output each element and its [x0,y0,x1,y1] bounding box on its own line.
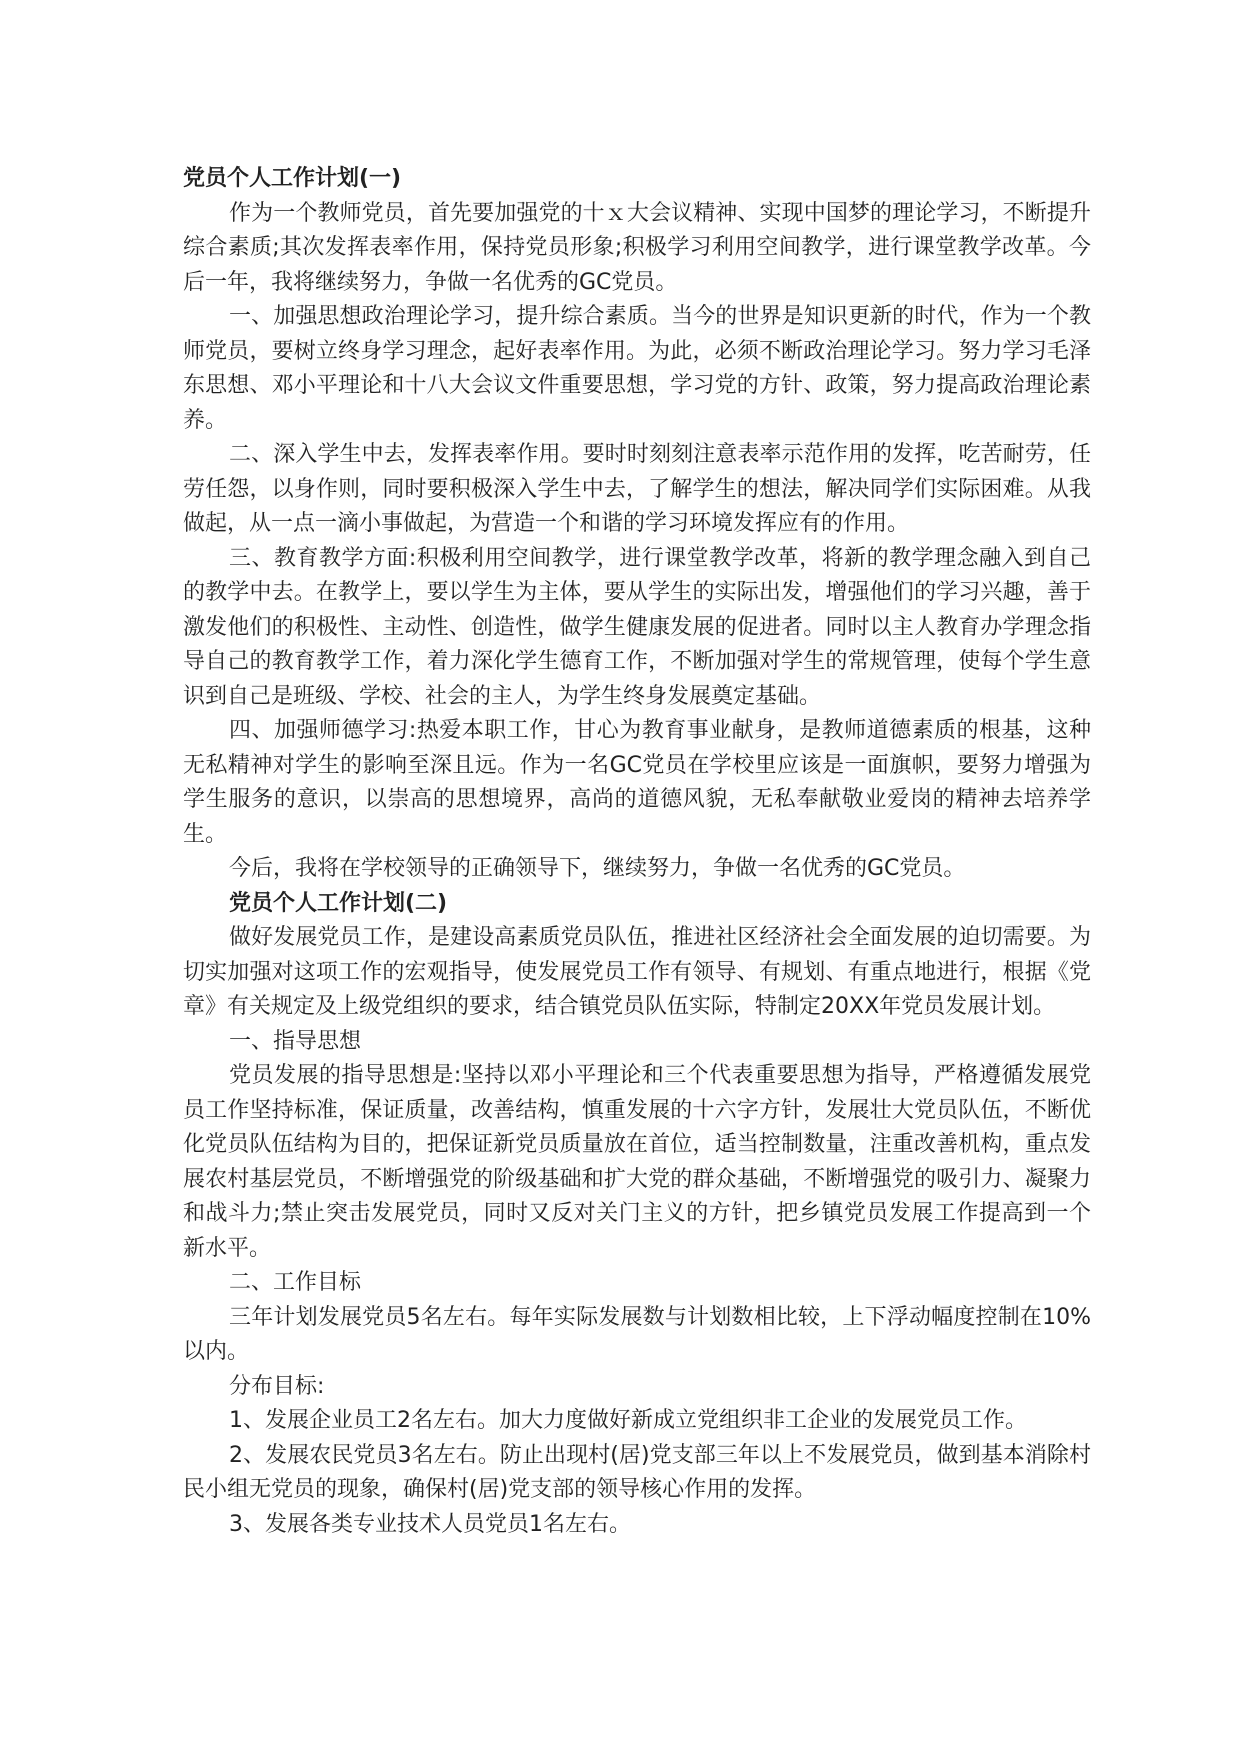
body-paragraph: 作为一个教师党员，首先要加强党的十ｘ大会议精神、实现中国梦的理论学习，不断提升综合素质;其次发挥表率作用，保持党员形象;积极学习利用空间教学，进行课堂教学改革。今后一年，我将继续努力，争做一名优秀的GC党员。 [183,200,1091,295]
document-body [183,197,1091,1543]
body-paragraph: 分布目标: [229,1373,325,1399]
section-heading: 党员个人工作计划(二) [229,890,448,916]
body-paragraph: 一、加强思想政治理论学习，提升综合素质。当今的世界是知识更新的时代，作为一个教师党员，要树立终身学习理念，起好表率作用。为此，必须不断政治理论学习。努力学习毛泽东思想、邓小平理论和十八大会议文件重要思想，学习党的方针、政策，努力提高政治理论素养。 [183,304,1091,433]
body-paragraph: 党员发展的指导思想是:坚持以邓小平理论和三个代表重要思想为指导，严格遵循发展党员工作坚持标准，保证质量，改善结构，慎重发展的十六字方针，发展壮大党员队伍，不断优化党员队伍结构为目的，把保证新党员质量放在首位，适当控制数量，注重改善机构，重点发展农村基层党员，不断增强党的阶级基础和扩大党的群众基础，不断增强党的吸引力、凝聚力和战斗力;禁止突击发展党员，同时又反对关门主义的方针，把乡镇党员发展工作提高到一个新水平。 [183,1063,1091,1261]
document-title: 党员个人工作计划(一) [183,166,402,191]
body-paragraph: 2、发展农民党员3名左右。防止出现村(居)党支部三年以上不发展党员，做到基本消除村民小组无党员的现象，确保村(居)党支部的领导核心作用的发挥。 [183,1442,1091,1502]
body-paragraph: 今后，我将在学校领导的正确领导下，继续努力，争做一名优秀的GC党员。 [229,856,966,881]
body-paragraph: 一、指导思想 [229,1028,362,1054]
body-paragraph: 四、加强师德学习:热爱本职工作，甘心为教育事业献身，是教师道德素质的根基，这种无私精神对学生的影响至深且远。作为一名GC党员在学校里应该是一面旗帜，要努力增强为学生服务的意识，以崇高的思想境界，高尚的道德风貌，无私奉献敬业爱岗的精神去培养学生。 [183,718,1091,847]
body-paragraph: 1、发展企业员工2名左右。加大力度做好新成立党组织非工企业的发展党员工作。 [229,1408,1027,1433]
body-paragraph: 三、教育教学方面:积极利用空间教学，进行课堂教学改革，将新的教学理念融入到自己的教学中去。在教学上，要以学生为主体，要从学生的实际出发，增强他们的学习兴趣，善于激发他们的积极性、主动性、创造性，做学生健康发展的促进者。同时以主人教育办学理念指导自己的教育教学工作，着力深化学生德育工作，不断加强对学生的常规管理，使每个学生意识到自己是班级、学校、社会的主人，为学生终身发展奠定基础。 [183,545,1091,709]
body-paragraph: 3、发展各类专业技术人员党员1名左右。 [229,1511,631,1537]
body-paragraph: 二、深入学生中去，发挥表率作用。要时时刻刻注意表率示范作用的发挥，吃苦耐劳，任劳任怨，以身作则，同时要积极深入学生中去，了解学生的想法，解决同学们实际困难。从我做起，从一点一滴小事做起，为营造一个和谐的学习环境发挥应有的作用。 [183,442,1091,536]
body-paragraph: 二、工作目标 [229,1270,362,1295]
document-page [183,162,1091,1542]
body-paragraph: 三年计划发展党员5名左右。每年实际发展数与计划数相比较，上下浮动幅度控制在10%以内。 [183,1304,1091,1364]
body-paragraph: 做好发展党员工作，是建设高素质党员队伍，推进社区经济社会全面发展的迫切需要。为切实加强对这项工作的宏观指导，使发展党员工作有领导、有规划、有重点地进行，根据《党章》有关规定及上级党组织的要求，结合镇党员队伍实际，特制定20XX年党员发展计划。 [183,925,1091,1019]
